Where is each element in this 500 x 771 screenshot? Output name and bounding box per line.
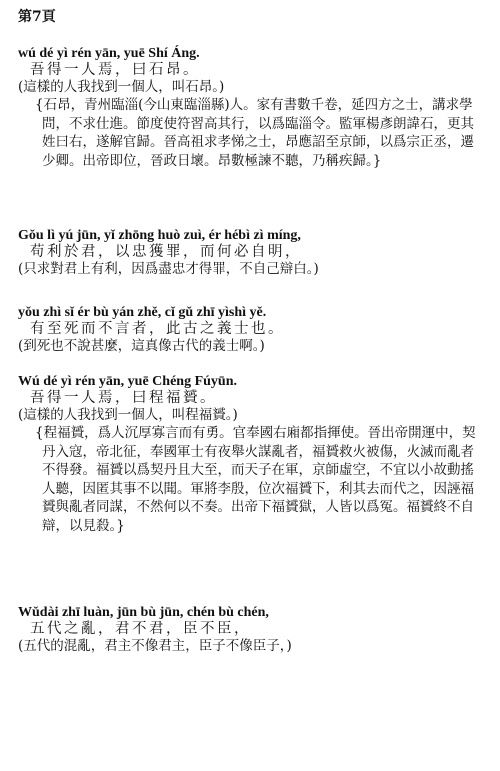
entry-shi-ang (18, 46, 488, 170)
entry-righteous (18, 305, 488, 355)
chinese-line: 有至死而不言者，此古之義士也。 (30, 321, 285, 337)
translation-line: (到死也不說甚麼，這真像古代的義士啊。) (18, 338, 265, 354)
biography-note: {石昂，青州臨淄(今山東臨淄縣)人。家有書數千卷，延四方之士，講求學問，不求仕進。節度使符習高其行，以爲臨淄令。監軍楊彥朗諱石，更其姓曰右，遂解官歸。晉高祖求孝悌之士，昂應詔至京師，以爲宗正丞，遷少卿。出帝即位，晉政日壞。昂數極諫不聽，乃稱疾歸。} (35, 97, 474, 169)
pinyin-line: Gǒu lì yú jūn, yǐ zhōng huò zuì, ér hébì zì míng, (18, 228, 301, 243)
pinyin-line: Wú dé yì rén yān, yuē Chéng Fúyūn. (18, 374, 237, 389)
translation-line: (只求對君上有利，因爲盡忠才得罪，不自己辯白。) (18, 261, 319, 277)
chinese-line: 吾得一人焉，曰石昂。 (30, 62, 200, 78)
translation-line: (這樣的人我找到一個人，叫石昂。) (18, 79, 225, 95)
chinese-line: 吾得一人焉，曰程福贇。 (30, 390, 217, 406)
translation-line: (五代的混亂，君主不像君主，臣子不像臣子，) (18, 638, 292, 654)
page-number: 第7頁 (18, 9, 56, 25)
biography-note: {程福贇，爲人沉厚寡言而有勇。官奉國右廂都指揮使。晉出帝開運中，契丹入寇，帝北征，奉國軍士有夜舉火謀亂者，福贇救火被傷，火滅而亂者不得發。福贇以爲契丹且大至，而天子在軍，京師虛空，不宜以小故動搖人聽，因匿其事不以聞。軍將李殷，位次福贇下，利其去而代之，因誣福贇與亂者同謀，不然何以不奏。出帝下福贇獄，人皆以爲冤。福贇終不自辯，以見殺。} (35, 425, 476, 534)
chinese-line: 苟利於君，以忠獲罪，而何必自明， (30, 244, 302, 260)
entry-loyalty (18, 228, 488, 278)
pinyin-line: Wǔdài zhī luàn, jūn bù jūn, chén bù chén, (18, 605, 269, 620)
pinyin-line: yǒu zhì sǐ ér bù yán zhě, cǐ gǔ zhī yìshì yě. (18, 305, 267, 320)
chinese-line: 五代之亂，君不君，臣不臣， (30, 621, 251, 637)
translation-line: (這樣的人我找到一個人，叫程福贇。) (18, 407, 238, 423)
entry-cheng-fuyun (18, 374, 488, 535)
pinyin-line: wú dé yì rén yān, yuē Shí Áng. (18, 46, 200, 61)
entry-five-dynasties (18, 605, 488, 655)
